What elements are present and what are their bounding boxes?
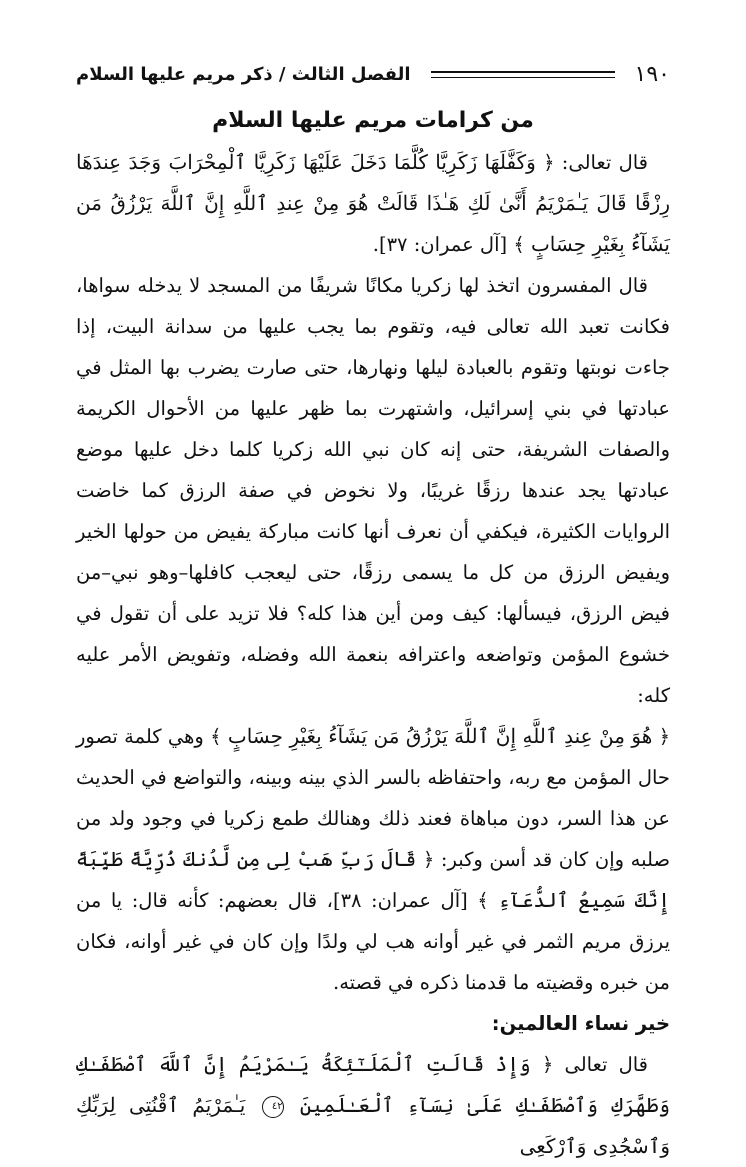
quran-verse-5: يَـٰمَرْيَمُ ٱقْنُتِى لِرَبِّكِ وَٱسْجُدِى وَٱرْكَعِى <box>76 1093 670 1158</box>
ayah-number-marker: ٤٢ <box>262 1096 284 1118</box>
paragraph-3-text: وهي كلمة تصور حال المؤمن مع ربه، واحتفاظه بالسر الذي بينه وبينه، والتواضع في الحديث عن هذا السر، دون مباهاة فعند ذلك وهنالك طمع زكريا في وجود ولد من صلبه وإن كان قد أسن وكبر: <box>76 725 671 871</box>
paragraph-5-lead: قال تعالى <box>564 1053 649 1076</box>
paragraph-5 <box>76 1044 670 1167</box>
page-number: ١٩٠ <box>634 61 670 87</box>
page-header <box>76 54 670 94</box>
verse-close-bracket: ﴾ <box>513 233 525 256</box>
verse-open-bracket: ﴿ <box>541 1053 554 1076</box>
header-rule <box>431 71 615 78</box>
verse-reference-1: [آل عمران: ٣٧]. <box>372 233 508 256</box>
paragraph-2-text: قال المفسرون اتخذ لها زكريا مكانًا شريفًا من المسجد لا يدخله سواها، فكانت تعبد الله تعالى فيه، وتقوم بما يجب عليها من سدانة البيت، إذا جاءت نوبتها وتقوم بالعبادة ليلها ونهارها، حتى صارت يضرب بها المثل في عبادتها في بني إسرائيل، واشتهرت بما ظهر عليها من الأحوال الكريمة والصفات الشريفة، حتى إنه كان نبي الله زكريا كلما دخل عليها موضع عبادتها يجد عندها رزقًا غريبًا، ولا نخوض في صفة الرزق كما خاضت الروايات الكثيرة، فيكفي أن نعرف أنها كانت مباركة يفيض من حولها الخير ويفيض الرزق من كل ما يسمى رزقًا، حتى ليعجب كافلها–وهو نبي–من فيض الرزق، فيسألها: كيف ومن أين هذا كله؟ فلا تزيد على أن تقول في خشوع المؤمن وتواضعه واعترافه بنعمة الله وفضله، وتفويض الأمر عليه كله: <box>76 274 670 707</box>
verse-close-bracket: ﴾ <box>477 889 489 912</box>
paragraph-3 <box>76 716 670 1003</box>
verse-close-bracket: ﴾ <box>210 725 222 748</box>
quran-verse-3: قَالَ رَبِّ هَبْ لِى مِن لَّدُنكَ ذُرِّيَّةً طَيِّبَةً إِنَّكَ سَمِيعُ ٱلدُّعَآءِ <box>76 847 670 912</box>
quran-verse-4: وَإِذْ قَالَتِ ٱلْمَلَـٰٓئِكَةُ يَـٰمَرْيَمُ إِنَّ ٱللَّهَ ٱصْطَفَـٰكِ وَطَهَّرَكِ وَٱصْطَفَـٰكِ عَلَىٰ نِسَآءِ ٱلْعَـٰلَمِينَ <box>76 1052 671 1117</box>
section-title: من كرامات مريم عليها السلام <box>212 108 534 133</box>
chapter-title: الفصل الثالث / ذكر مريم عليها السلام <box>76 63 411 85</box>
paragraph-2 <box>76 265 670 716</box>
paragraph-4-text: قال بعضهم: كأنه قال: يا من يرزق مريم الثمر في غير أوانه هب لي ولدًا وإن كان في غير أوانه، فكان من خبره وقضيته ما قدمنا ذكره في قصته. <box>76 889 670 994</box>
quran-verse-2: هُوَ مِنْ عِندِ ٱللَّهِ إِنَّ ٱللَّهَ يَرْزُقُ مَن يَشَآءُ بِغَيْرِ حِسَابٍ <box>227 724 653 748</box>
subheading: خير نساء العالمين: <box>491 1012 670 1035</box>
paragraph-1-lead: قال تعالى: <box>561 151 648 174</box>
quran-verse-1: وَكَفَّلَهَا زَكَرِيَّا كُلَّمَا دَخَلَ عَلَيْهَا زَكَرِيَّا ٱلْمِحْرَابَ وَجَدَ عِندَهَا رِزْقًا قَالَ يَـٰمَرْيَمُ أَنَّىٰ لَكِ هَـٰذَا قَالَتْ هُوَ مِنْ عِندِ ٱللَّهِ إِنَّ ٱللَّهَ يَرْزُقُ مَن يَشَآءُ بِغَيْرِ حِسَابٍ <box>76 150 670 256</box>
paragraph-1 <box>76 142 670 265</box>
verse-open-bracket: ﴿ <box>658 725 670 748</box>
body-text <box>76 142 670 1167</box>
verse-open-bracket: ﴿ <box>543 151 555 174</box>
verse-reference-2: [آل عمران: ٣٨]، <box>326 889 468 912</box>
verse-open-bracket: ﴿ <box>422 848 435 871</box>
